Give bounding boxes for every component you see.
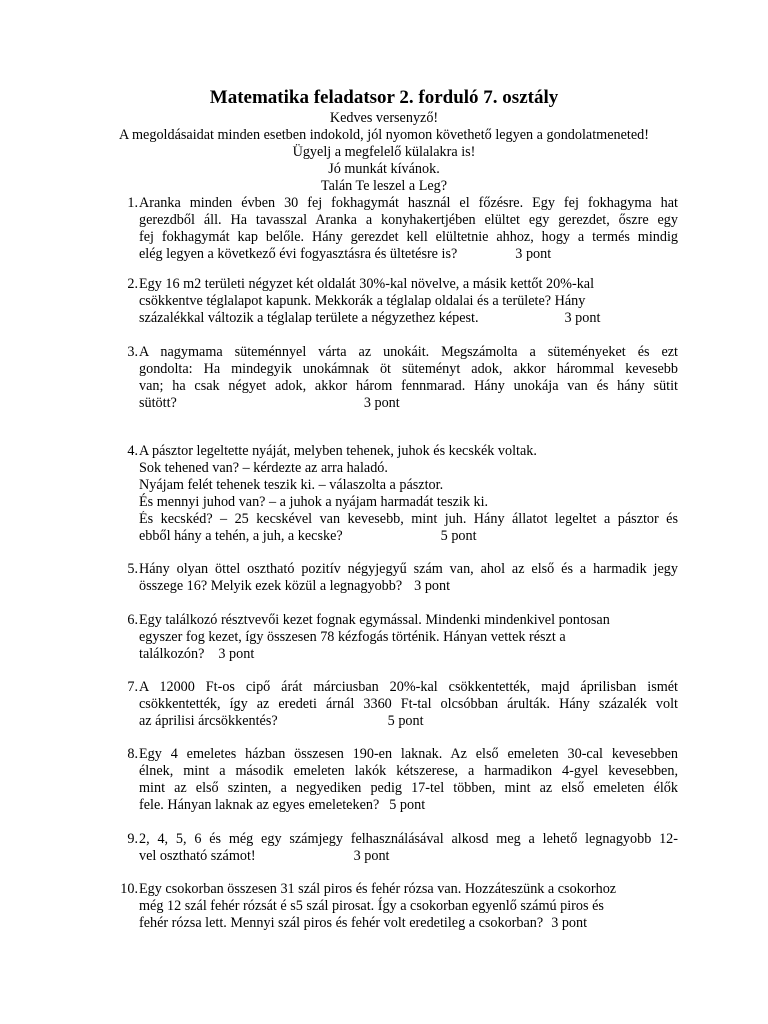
task-number: 1. [127,195,138,211]
task-points: 3 pont [414,578,451,594]
task-item [108,443,678,545]
task-text-line: Sok tehened van? – kérdezte az arra haladó. [139,460,388,476]
task-points: 3 pont [363,395,400,411]
task-text-line: csökkentve téglalapot kapunk. Mekkorák a téglalap oldalai és a területe? Hány [139,293,586,309]
task-item [108,746,678,814]
task-text-line: Hány olyan öttel osztható pozitív négyjegyű szám van, ahol az első és a harmadik jegy [139,561,678,577]
task-text-line: A pásztor legeltette nyáját, melyben tehenek, juhok és kecskék voltak. [139,443,537,459]
task-number: 2. [127,276,138,292]
task-text-line [139,395,678,412]
wish-line: Jó munkát kívánok. [328,161,440,177]
task-text-line: gondolta: Ha mindegyik unokámnak öt süteményt adok, akkor hárommal kevesebb [139,361,678,377]
task-text-line [139,915,678,932]
task-text-line: Egy 4 emeletes házban összesen 190-en laknak. Az első emeleten 30-cal kevesebben [139,746,678,762]
task-item [108,276,678,327]
task-points: 3 pont [353,848,390,864]
task-number: 7. [127,679,138,695]
task-text-line: Nyájam felét tehenek teszik ki. – válaszolta a pásztor. [139,477,444,493]
task-text-line: Egy 16 m2 területi négyzet két oldalát 30%-kal növelve, a másik kettőt 20%-kal [139,276,595,292]
task-text-line [139,246,678,263]
task-number: 10. [120,881,138,897]
task-text-last: vel osztható számot! [139,848,256,864]
task-text-last: százalékkal változik a téglalap területe a négyzethez képest. [139,310,479,326]
task-text-line [139,848,678,865]
task-text-line: csökkentették, így az eredeti árnál 3360 Ft-tal olcsóbban árulták. Hány százalék volt [139,696,678,712]
task-text-last: ebből hány a tehén, a juh, a kecske? [139,528,343,544]
task-text-last: elég legyen a következő évi fogyasztásra és ültetésre is? [139,246,458,262]
task-points: 3 pont [218,646,255,662]
task-item [108,195,678,263]
task-item [108,881,678,932]
task-item [108,831,678,865]
task-text-last: az áprilisi árcsökkentés? [139,713,278,729]
task-item [108,344,678,412]
instruction-line: A megoldásaidat minden esetben indokold, jól nyomon követhető legyen a gondolatmeneted! [119,127,649,143]
task-text-line [139,578,678,595]
task-item [108,612,678,663]
task-text-line: A 12000 Ft-os cipő árát márciusban 20%-kal csökkentették, majd áprilisban ismét [139,679,678,695]
task-text-line: van; ha csak négyet adok, akkor három fennmarad. Hány unokája van és hány sütit [139,378,678,394]
task-text-line: Egy csokorban összesen 31 szál piros és fehér rózsa van. Hozzáteszünk a csokorhoz [139,881,617,897]
task-number: 8. [127,746,138,762]
task-text-line: élnek, mint a második emeleten lakók kétszerese, a harmadikon 4-gyel kevesebben, [139,763,678,779]
task-text-line [139,646,678,663]
task-points: 3 pont [564,310,601,326]
task-text-line: És kecskéd? – 25 kecskével van kevesebb, mint juh. Hány állatot legeltet a pásztor és [139,511,678,527]
task-text-last: összege 16? Melyik ezek közül a legnagyobb? [139,578,403,594]
task-points: 5 pont [389,797,426,813]
task-text-line: Aranka minden évben 30 fej fokhagymát használ el főzésre. Egy fej fokhagyma hat [139,195,678,211]
task-text-last: találkozón? [139,646,205,662]
task-number: 6. [127,612,138,628]
task-text-line: még 12 szál fehér rózsát é s5 szál pirosat. Így a csokorban egyenlő számú piros és [139,898,604,914]
instruction-line: Ügyelj a megfelelő külalakra is! [292,144,476,160]
task-number: 4. [127,443,138,459]
task-number: 9. [127,831,138,847]
task-points: 5 pont [387,713,424,729]
task-text-last: sütött? [139,395,177,411]
greeting-line: Kedves versenyző! [329,110,439,126]
task-text-line [139,713,678,730]
task-text-line: egyszer fog kezet, így összesen 78 kézfogás történik. Hányan vettek részt a [139,629,566,645]
task-text-line [139,528,678,545]
task-points: 3 pont [515,246,552,262]
task-text-line: 2, 4, 5, 6 és még egy számjegy felhasználásával alkosd meg a lehető legnagyobb 12- [139,831,678,847]
task-text-line [139,797,678,814]
task-text-line: És mennyi juhod van? – a juhok a nyájam harmadát teszik ki. [139,494,489,510]
task-text-last: fehér rózsa lett. Mennyi szál piros és fehér volt eredetileg a csokorban? [139,915,544,931]
task-item [108,679,678,730]
task-number: 5. [127,561,138,577]
task-text-line: gerezdből áll. Ha tavasszal Aranka a konyhakertjében elültet egy gerezdet, őszre egy [139,212,678,228]
page-title: Matematika feladatsor 2. forduló 7. osztály [209,87,559,108]
task-text-line: Egy találkozó résztvevői kezet fognak egymással. Mindenki mindenkivel pontosan [139,612,610,628]
task-text-line: fej fokhagymát kap belőle. Hány gerezdet kell elültetnie ahhoz, hogy a termés mindig [139,229,678,245]
task-text-line: A nagymama süteménnyel várta az unokáit. Megszámolta a süteményeket és ezt [139,344,678,360]
task-text-last: fele. Hányan laknak az egyes emeleteken? [139,797,380,813]
task-text-line [139,310,678,327]
task-number: 3. [127,344,138,360]
motto-line: Talán Te leszel a Leg? [320,178,448,194]
task-text-line: mint az első szinten, a negyediken pedig 17-tel többen, mint az első emeleten élők [139,780,678,796]
task-points: 3 pont [551,915,588,931]
task-points: 5 pont [440,528,477,544]
task-item [108,561,678,595]
